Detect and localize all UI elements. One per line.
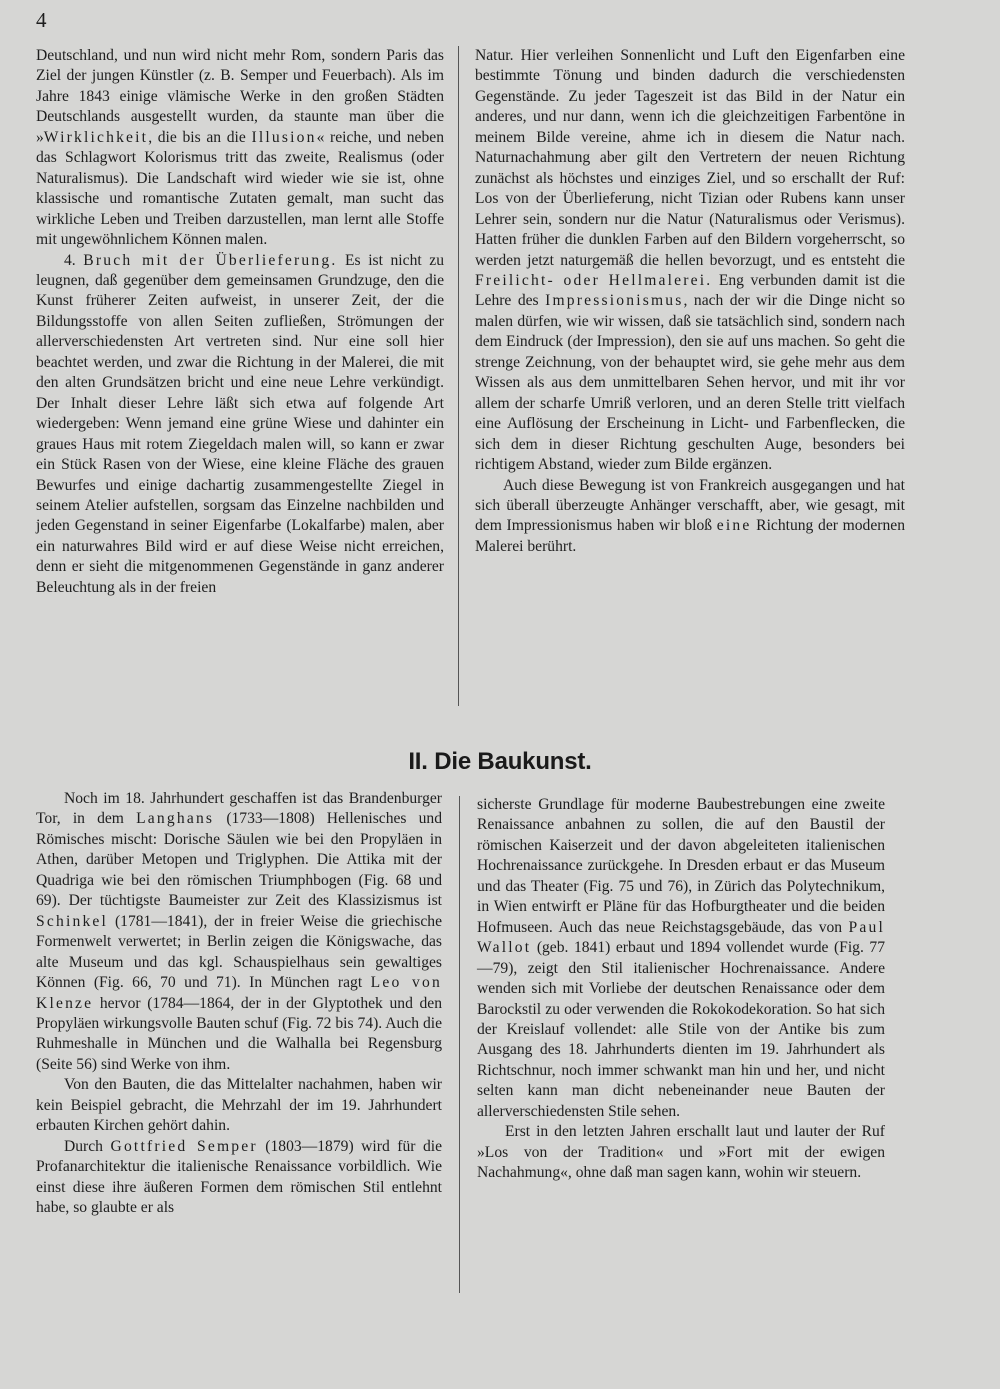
section-heading: II. Die Baukunst. xyxy=(408,748,592,775)
column-top-left xyxy=(36,46,444,598)
column-bottom-left xyxy=(36,789,442,1219)
page-number: 4 xyxy=(36,8,47,32)
column-top-right xyxy=(475,46,905,557)
paragraph: Natur. Hier verleihen Sonnenlicht und Luft den Eigenfarben eine bestimmte Tönung und binden dadurch die verschiedensten Gegenstände. Zu jeder Tageszeit ist das Bild in der Natur ein anderes, und nur dann, wenn ich die gleichzeitigen Farbentöne in meinem Bilde vereine, ahme ich in diesem die Natur nach. Naturnachahmung aber gilt den Vertretern der neuen Richtung zunächst als höchstes und einziges Ziel, und so erschallt der Ruf: Los von der Überlieferung, nicht Tizian oder Rubens kann unser Lehrer sein, sondern nur die Natur (Naturalismus oder Verismus). Hatten früher die dunklen Farben auf den Bildern vorgeherrscht, so werden jetzt naturgemäß die hellen bevorzugt, und es entsteht die Freilicht- oder Hellmalerei. Eng verbunden damit ist die Lehre des Impressionismus, nach der wir die Dinge nicht so malen dürfen, wie wir wissen, daß sie tatsächlich sind, sondern nach dem Eindruck (der Impression), den sie auf uns machen. So geht die strenge Zeichnung, von der behauptet wird, sie gehe mehr aus dem Wissen als aus dem unmittelbaren Sehen hervor, und mit ihr vor allem der scharfe Umriß verloren, und an deren Stelle tritt vielfach eine Auflösung der Erscheinung in Licht- und Farbenflecken, die sich dem in dieser Richtung geschulten Auge, besonders bei richtigem Abstand, wieder zum Bilde ergänzen. xyxy=(475,47,905,474)
paragraph: Auch diese Bewegung ist von Frankreich ausgegangen und hat sich überall überzeugte Anhänger verschafft, aber, wie gesagt, mit dem Impressionismus haben wir bloß eine Richtung der modernen Malerei berührt. xyxy=(475,476,905,555)
paragraph: 4. Bruch mit der Überlieferung. Es ist nicht zu leugnen, daß gegenüber dem gemeinsamen Grundzuge, den die Kunst früherer Zeiten aufweist, in unserer Zeit, der die Bildungsstoffe von allen Seiten zufließen, Strömungen der allerverschiedensten Art vertreten sind. Nur eine soll hier beachtet werden, und zwar die Richtung in der Malerei, die mit den alten Grundsätzen bricht und eine neue Lehre verkündigt. Der Inhalt dieser Lehre läßt sich etwa auf folgende Art wiedergeben: Wenn jemand eine grüne Wiese und dahinter ein graues Haus mit rotem Ziegeldach malen will, so kann er zwar ein Stück Rasen von der Wiese, eine kleine Fläche des grauen Bewurfes und einige dachartig zusammengestellte Ziegel in seinem Atelier aufstellen, sorgsam das Einzelne nachbilden und jeden Gegenstand in seiner Eigenfarbe (Lokalfarbe) malen, aber ein naturwahres Bild wird er auf diese Weise nicht erreichen, denn er sieht die mitgenommenen Gegenstände in ganz anderer Beleuchtung als in der freien xyxy=(36,251,445,596)
column-divider xyxy=(459,796,460,1293)
paragraph: Durch Gottfried Semper (1803—1879) wird für die Profanarchitektur die italienische Renaissance vorbildlich. Wie einst diese ihre äußeren Formen dem römischen Stil entlehnt habe, so glaubte er als xyxy=(36,1137,443,1217)
paragraph: Noch im 18. Jahrhundert geschaffen ist das Brandenburger Tor, in dem Langhans (1733—1808) Hellenisches und Römisches mischt: Dorische Säulen wie bei den Propyläen in Athen, darüber Metopen und Triglyphen. Die Attika mit der Quadriga wie bei den römischen Triumphbogen (Fig. 68 und 69). Der tüchtigste Baumeister zur Zeit des Klassizismus ist Schinkel (1781—1841), der in freier Weise die griechische Formenwelt verwertet; in Berlin zeigen die Königswache, das alte Museum und das kgl. Schauspielhaus sein gewaltiges Können (Fig. 66, 70 und 71). In München ragt Leo von Klenze hervor (1784—1864, der in der Glyptothek und den Propyläen wirkungsvolle Bauten schuf (Fig. 72 bis 74). Auch die Ruhmeshalle in München und die Walhalla bei Regensburg (Seite 56) sind Werke von ihm. xyxy=(36,790,442,1073)
paragraph: Erst in den letzten Jahren erschallt laut und lauter der Ruf »Los von der Tradition« und »Fort mit der ewigen Nachahmung«, ohne daß man sagen kann, wohin wir steuern. xyxy=(477,1123,885,1182)
paragraph: Deutschland, und nun wird nicht mehr Rom, sondern Paris das Ziel der jungen Künstler (z. B. Semper und Feuerbach). Als im Jahre 1843 einige vlämische Werke in den großen Städten Deutschlands ausgestellt wurden, da staunte man über die »Wirklichkeit, die bis an die Illusion« reiche, und neben das Schlagwort Kolorismus tritt das zweite, Realismus (oder Naturalismus). Die Landschaft wird wieder wie sie ist, ohne klassische und romantische Zutaten gemalt, man sucht das wirkliche Leben und Treiben darzustellen, man lernt alle Stoffe mit ungewöhnlichem Können malen. xyxy=(36,47,444,249)
paragraph: sicherste Grundlage für moderne Baubestrebungen eine zweite Renaissance anbahnen zu sollen, die auf den Baustil der römischen Kaiserzeit und der davon abgeleiteten italienischen Hochrenaissance zurückgehe. In Dresden erbaut er das Museum und das Theater (Fig. 75 und 76), in Zürich das Polytechnikum, in Wien entwirft er Pläne für das Hofburgtheater und die beiden Hofmuseen. Auch das neue Reichstagsgebäude, das von Paul Wallot (geb. 1841) erbaut und 1894 vollendet wurde (Fig. 77—79), zeigt den Stil italienischer Hochrenaissance. Andere wenden sich mit Vorliebe der deutschen Renaissance oder dem Barockstil zu oder verwenden die Rokokodekoration. So hat sich der Kreislauf vollendet: alle Stile von der Antike bis zum Ausgang des 18. Jahrhunderts dienten im 19. Jahrhundert als Richtschnur, noch immer schwankt man hin und her, und nicht selten kann man dicht nebeneinander neue Bauten der allerverschiedensten Stile sehen. xyxy=(477,796,885,1120)
column-divider xyxy=(458,46,459,706)
paragraph: Von den Bauten, die das Mittelalter nachahmen, haben wir kein Beispiel gebracht, die Mehrzahl der im 19. Jahrhundert erbauten Kirchen gehört dahin. xyxy=(36,1076,442,1135)
column-bottom-right xyxy=(477,795,885,1184)
